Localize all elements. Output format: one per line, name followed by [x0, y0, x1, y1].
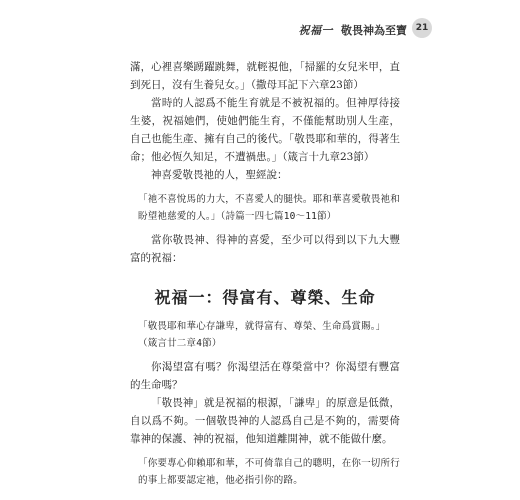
- paragraph-midwives: 當時的人認爲不能生育就是不被祝福的。但神厚待接生婆，祝福她們，使她們能生育，不僅能幫助別人生產，自己也能生產、擁有自己的後代。「敬畏耶和華的，得著生命；他必恆久知足，不遭禍患。」（箴言十九章23節）: [130, 97, 400, 163]
- scripture-quote-psalm: 「祂不喜悅馬的力大，不喜愛人的腿快。耶和華喜愛敬畏祂和盼望祂慈愛的人。」（詩篇一四七篇10〜11節）: [138, 194, 400, 222]
- chapter-title: 敬畏神為至寶: [341, 24, 407, 37]
- paragraph-nine-blessings: 當你敬畏神、得神的喜愛，至少可以得到以下九大豐富的祝福：: [130, 234, 400, 264]
- paragraph-continuation: 滿，心裡喜樂踴躍跳舞，就輕視他，「掃羅的女兒米甲，直到死日，沒有生養兒女。」（撒母耳記下六章23節）: [130, 61, 400, 91]
- page-body: [130, 58, 400, 495]
- page-number-badge: 21: [412, 18, 432, 38]
- scripture-quote-proverbs: 「敬畏耶和華心存謙卑，就得富有、尊榮、生命爲賞賜。」（箴言廿二章4節）: [138, 321, 386, 349]
- paragraph-intro-quote: 神喜愛敬畏祂的人，聖經說：: [151, 169, 288, 181]
- paragraph-humility: 「敬畏神」就是祝福的根源，「謙卑」的原意是低微，自以爲不夠。一個敬畏神的人認爲自己是不夠的，需要倚靠神的保護、神的祝福，他知道離開神，就不能做什麼。: [130, 397, 400, 445]
- scripture-quote-trust: 「你要專心仰賴耶和華，不可倚靠自己的聰明，在你一切所行的事上都要認定祂，他必指引你的路。: [138, 458, 400, 486]
- series-label: 祝福一: [298, 24, 333, 37]
- paragraph-questions: 你渴望富有嗎？你渴望活在尊榮當中？你渴望有豐富的生命嗎？: [130, 361, 400, 391]
- section-heading: 祝福一：得富有、尊榮、生命: [154, 288, 376, 307]
- running-header: [299, 22, 408, 38]
